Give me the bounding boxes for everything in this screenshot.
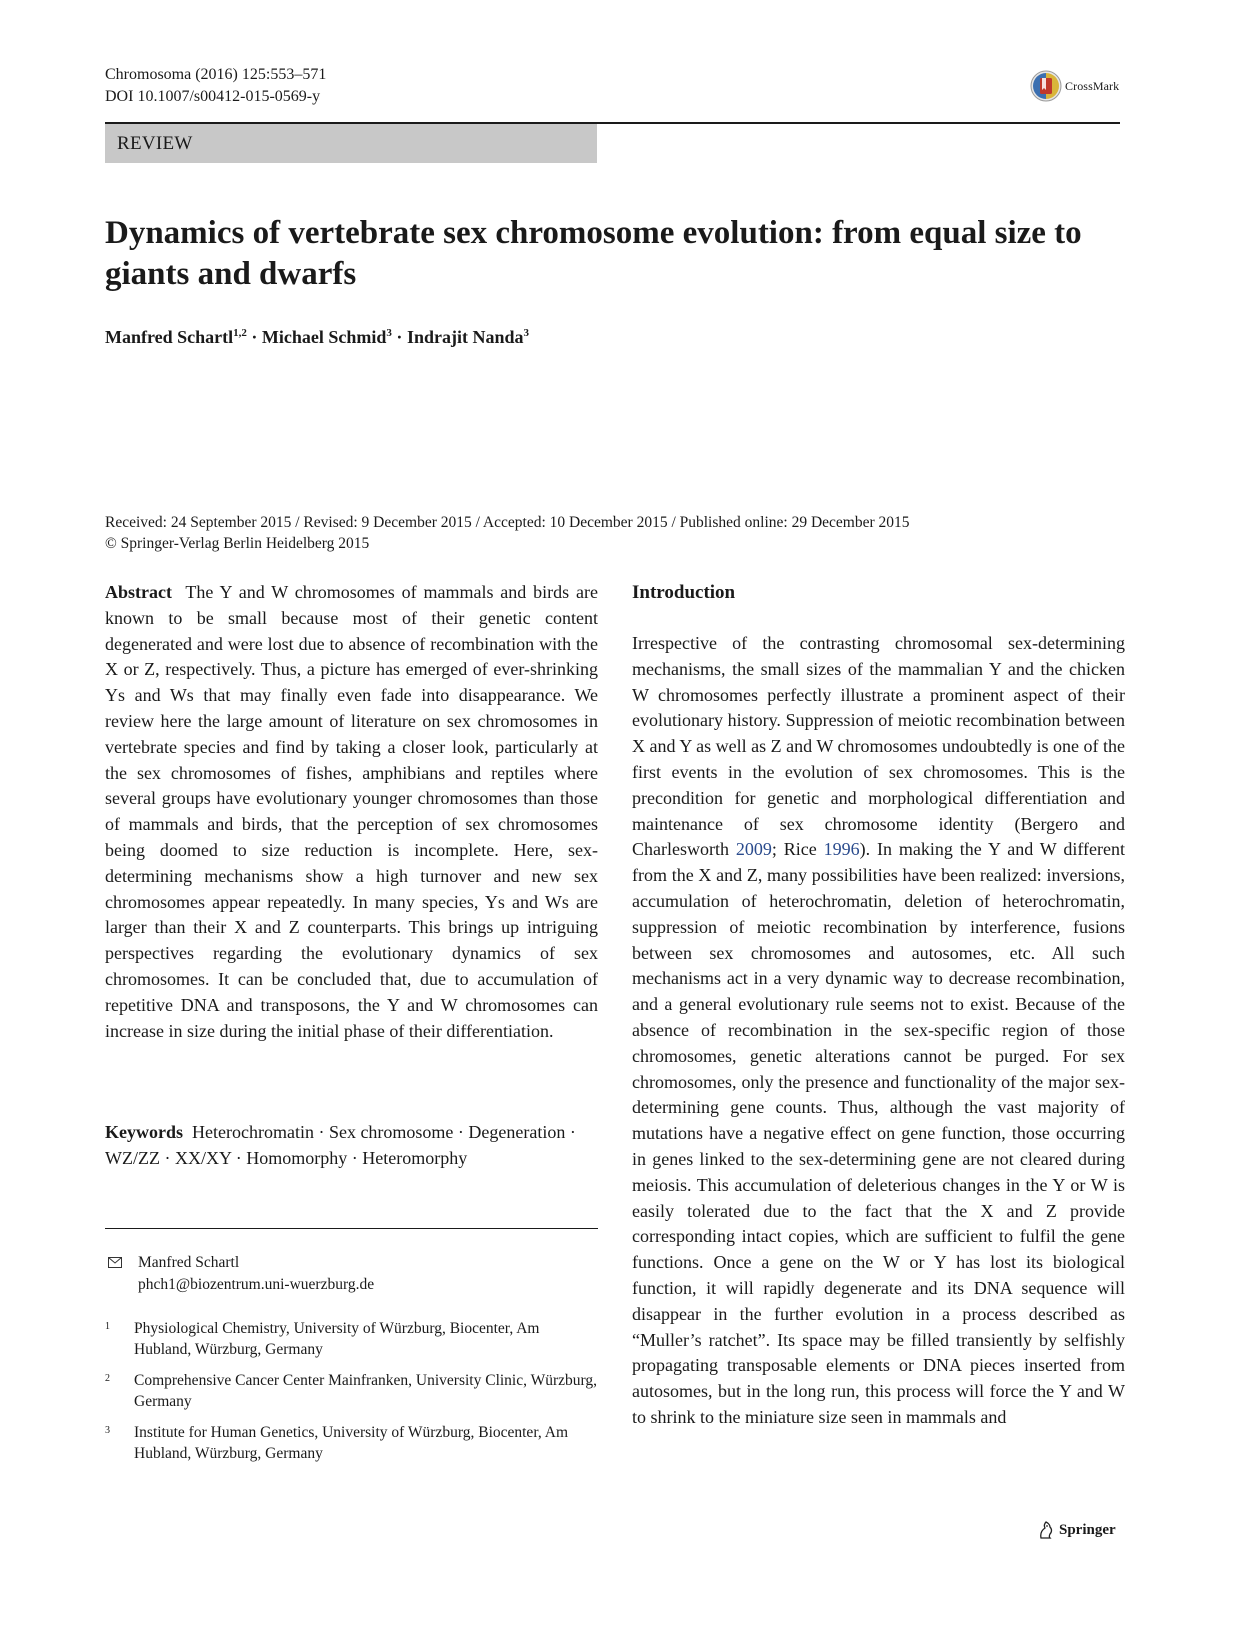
author-separator: ·	[396, 327, 403, 347]
affiliation-number: 3	[105, 1425, 110, 1436]
correspondence	[108, 1252, 374, 1296]
article-type-banner: REVIEW	[105, 124, 597, 163]
journal-citation: Chromosoma (2016) 125:553–571	[105, 66, 327, 83]
author-name: Indrajit Nanda	[406, 327, 524, 347]
publisher-logo	[1037, 1520, 1116, 1540]
affiliation	[105, 1370, 598, 1412]
springer-horse-icon	[1037, 1520, 1055, 1540]
publisher-name: Springer	[1059, 1521, 1116, 1538]
keywords-section	[105, 1120, 598, 1172]
citation-link[interactable]: 1996	[823, 839, 860, 860]
affiliation	[105, 1422, 598, 1464]
crossmark-badge[interactable]	[1030, 68, 1119, 104]
correspondence-name: Manfred Schartl	[138, 1254, 240, 1271]
keywords-text: Heterochromatin · Sex chromosome · Degeneration · WZ/ZZ · XX/XY · Homomorphy · Heteromorphy	[105, 1122, 576, 1168]
footnote-rule	[105, 1228, 598, 1229]
intro-text: Irrespective of the contrasting chromosomal sex-determining mechanisms, the small sizes of the mammalian Y and the chicken W chromosomes perfectly illustrate a prominent aspect of their evolutionary history. Suppression of meiotic recombination between X and Y as well as Z and W chromosomes undoubtedly is one of the first events in the evolution of sex chromosomes. This is the precondition for genetic and morphological differentiation and maintenance of sex chromosome identity (Bergero and Charlesworth	[632, 633, 1125, 860]
introduction-section	[632, 580, 1125, 1431]
article-title: Dynamics of vertebrate sex chromosome evolution: from equal size to giants and dwarfs	[105, 215, 1082, 292]
crossmark-label: CrossMark	[1065, 78, 1120, 93]
affiliation	[105, 1318, 598, 1360]
abstract-text: The Y and W chromosomes of mammals and birds are known to be small because most of their genetic content degenerated and were lost due to absence of recombination with the X or Z, respectively. Thus, a picture has emerged of ever-shrinking Ys and Ws that may finally even fade into disappearance. We review here the large amount of literature on sex chromosomes in vertebrate species and find by taking a closer look, particularly at the sex chromosomes of fishes, amphibians and reptiles where several groups have evolutionary younger chromosomes than those of mammals and birds, that the perception of sex chromosomes being doomed to size reduction is incomplete. Here, sex-determining mechanisms show a high turnover and new sex chromosomes appear repeatedly. In many species, Ys and Ws are larger than their X and Z counterparts. This brings up intriguing perspectives regarding the evolutionary dynamics of sex chromosomes. It can be concluded that, due to accumulation of repetitive DNA and transposons, the Y and W chromosomes can increase in size during the initial phase of their differentiation.	[105, 582, 598, 1041]
author-separator: ·	[251, 327, 258, 347]
journal-info	[105, 64, 326, 108]
introduction-paragraph	[632, 631, 1125, 1431]
affiliation-text: Institute for Human Genetics, University of Würzburg, Biocenter, Am Hubland, Würzburg, Germany	[134, 1424, 568, 1462]
copyright-line: © Springer-Verlag Berlin Heidelberg 2015	[105, 535, 370, 552]
correspondence-email[interactable]: phch1@biozentrum.uni-wuerzburg.de	[138, 1276, 375, 1293]
author-affiliation-ref: 3	[386, 327, 392, 339]
intro-text: ). In making the Y and W different from the X and Z, many possibilities have been realized: inversions, accumulation of heterochromatin, deletion of heterochromatin, suppression of meiotic recombination by interference, fusions between sex chromosomes and autosomes, etc. All such mechanisms act in a very dynamic way to decrease recombination, and a general evolutionary rule seems not to exist. Because of the absence of recombination in the sex-specific region of those chromosomes, genetic alterations cannot be purged. For sex chromosomes, only the presence and functionality of the major sex-determining gene counts. Thus, although the vast majority of mutations have a negative effect on gene function, those occurring in genes linked to the sex-determining gene are not cleared during meiosis. This accumulation of deleterious changes in the Y or W is easily tolerated due to the fact that the X and Z provide corresponding intact copies, which are sufficient to fulfil the gene functions. Once a gene on the W or Y has lost its biological function, it will rapidly degenerate and its DNA sequence will disappear in the further evolution in a process described as “Muller’s ratchet”. Its space may be filled transiently by selfishly propagating transposable elements or DNA pieces inserted from autosomes, but in the long run, this process will force the Y and W to shrink to the miniature size seen in mammals and	[632, 839, 1125, 1427]
affiliation-number: 2	[105, 1373, 110, 1384]
keywords-label: Keywords	[105, 1122, 183, 1142]
introduction-heading: Introduction	[632, 582, 736, 603]
abstract-label: Abstract	[105, 582, 172, 602]
author-name: Michael Schmid	[261, 327, 387, 347]
envelope-icon	[108, 1257, 122, 1268]
author-affiliation-ref: 3	[523, 327, 529, 339]
author-affiliation-ref: 1,2	[233, 327, 247, 339]
affiliation-text: Comprehensive Cancer Center Mainfranken, University Clinic, Würzburg, Germany	[134, 1372, 598, 1410]
dates-line: Received: 24 September 2015 / Revised: 9 December 2015 / Accepted: 10 December 2015 / Published online: 29 December 2015	[105, 514, 910, 531]
author-name: Manfred Schartl	[105, 327, 234, 347]
author-list	[105, 327, 529, 348]
abstract-section	[105, 580, 598, 1044]
journal-doi[interactable]: DOI 10.1007/s00412-015-0569-y	[105, 88, 321, 105]
citation-link[interactable]: 2009	[735, 839, 772, 860]
intro-text: ; Rice	[771, 839, 824, 860]
crossmark-icon	[1030, 70, 1062, 102]
abstract-paragraph	[105, 580, 598, 1044]
publication-history	[105, 512, 910, 554]
affiliation-number: 1	[105, 1321, 110, 1332]
affiliation-text: Physiological Chemistry, University of Würzburg, Biocenter, Am Hubland, Würzburg, Germany	[134, 1320, 540, 1358]
